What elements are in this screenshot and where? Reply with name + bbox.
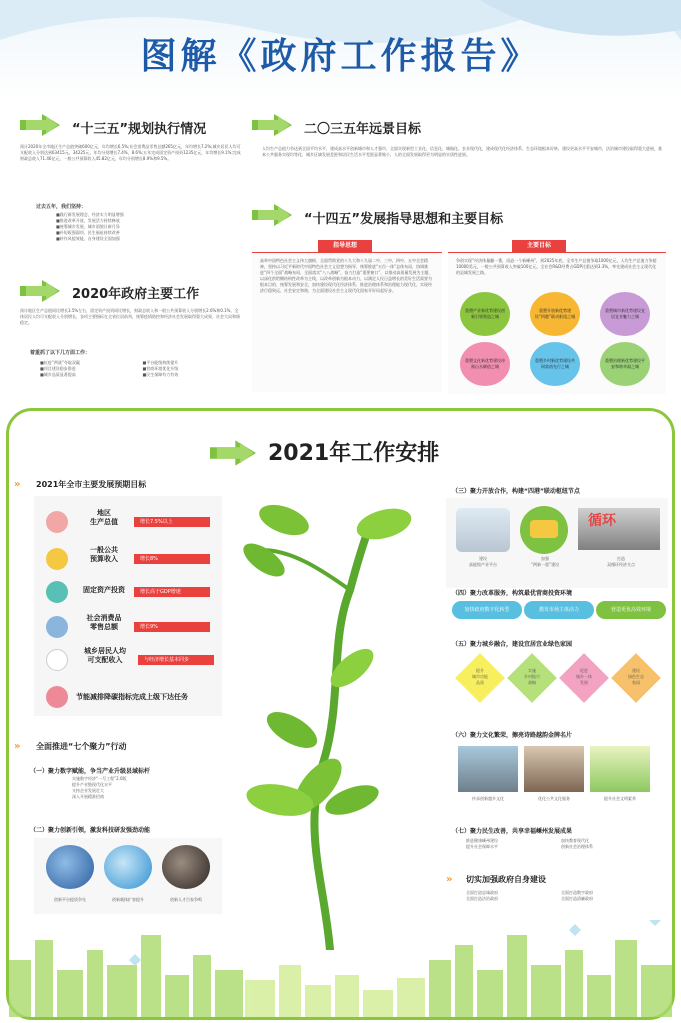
coin-icon [46, 548, 68, 570]
goal-text: 争创实现“经济体量翻一番，再造一个新嵊州”，到2025年底，全市生产总值争取1000亿元，人均生产总值力争超10000美元，一般公共预算收入突破100亿元，全社会R&D经费占GDP比重达到3.3%，率先建成社会主义现代化的县域发展之路。 [456, 258, 657, 275]
arrow-icon [210, 440, 256, 466]
section-145-title: “十四五”发展指导思想和主要目标 [304, 212, 504, 227]
culture-image [524, 746, 584, 792]
self-list [466, 890, 656, 902]
list-item: 支持企业发展壮大 [72, 788, 104, 793]
action-4-pill: 营造更优高效环境 [596, 601, 666, 619]
tile-label: 实施 乡村振兴 战略 [524, 668, 540, 685]
self-title: 切实加强政府自身建设 [466, 875, 546, 884]
page-header [0, 0, 681, 100]
section-2035-paragraph: 人均生产总值力争达到全国平均水平，建成高水平创新城市和人才强市，全面实现新型工业化、信息化、城镇化、农业现代化，建成现代化经济体系，生态环境根本好转，建设更高水平平安城市，法治城市建设取得重大进展，基本公共服务实现均等化，城乡区域发展差距和居民生活水平差距显著缩小，人的全面发展取得更为明显的实质性进展。 [262, 146, 662, 157]
list-item: 提升产业链现代化水平 [72, 782, 112, 787]
image-caption: 创新载体扩容提升 [112, 897, 144, 902]
list-item: 推进健康嵊州建设 [466, 838, 498, 843]
list-item: ■平台能级持续提升 [142, 360, 179, 365]
goal-circle: 重塑乡村新优势建设共同富裕先行之城 [530, 342, 580, 386]
image-caption: 打造 双循环经济支点 [607, 556, 635, 567]
list-item: 深入开展精准招商 [72, 794, 104, 799]
list-item: 创新社会治理体系 [561, 844, 593, 849]
image-caption: 优化公共文化服务 [538, 796, 570, 801]
target-label: 节能减排降碳指标完成上级下达任务 [76, 693, 188, 701]
investment-icon [46, 581, 68, 603]
list-item: 全面打造数字政府 [561, 890, 593, 895]
action-6-title: （六）聚力文化繁荣，擦亮诗路越韵金牌名片 [452, 732, 573, 739]
list-item: 全面打造法治政府 [466, 896, 498, 901]
action-5-title: （五）聚力城乡融合，建设宜居宜业绿色家园 [452, 641, 573, 648]
guide-label: 指导思想 [318, 240, 372, 252]
arrow-icon [252, 114, 292, 136]
list-item: ■践行新发展理念，经济实力明显增强 [56, 212, 124, 217]
tile-label: 提升 城市功能 品质 [472, 668, 488, 685]
arrow-icon [20, 114, 60, 136]
list-item: 全面打造忠诚政府 [466, 890, 498, 895]
tile-label: 促进 城乡一体 发展 [576, 668, 592, 685]
list-item: 提升社会保障水平 [466, 844, 498, 849]
target-label: 城乡居民人均 可支配收入 [84, 647, 126, 664]
goal-circle: 重塑文化新优势建设诗画山水颜值之城 [460, 342, 510, 386]
list-item: ■民生保障有力有效 [142, 372, 179, 377]
goal-circle: 重塑治理新优势建设平安和谐幸福之城 [600, 342, 650, 386]
target-label: 固定资产投资 [83, 586, 125, 594]
section-135-sub: 过去五年，我们坚持： [36, 204, 87, 210]
city-skyline-illustration [9, 920, 672, 1017]
action-2-title: （二）聚力创新引领，激发科技研发强劲动能 [30, 827, 151, 834]
innovation-image [162, 845, 210, 889]
action-3-title: （三）聚力开放合作，构建“四港”联动枢纽节点 [452, 488, 580, 495]
section-2020-paragraph: 预计地区生产总值同比增长3.5%左右，固定资产投资同比增长，财政总收入和一般公共预算收入分别增长2.6%和0.1%，全体居民人均可支配收入分别增长，各项主要指标在全省位居前列，统筹疫情防控和经济社会发展取得重大成果，社会大局和谐稳定。 [20, 308, 240, 325]
guide-text: 高举中国特色社会主义伟大旗帜，全面贯彻党的十九大和十九届二中、三中、四中、五中全会精神，坚持以习近平新时代中国特色社会主义思想为指导，统筹推进“五位一体”总体布局，协调推进“四个全面”战略布局，全面落实“八八战略”，奋力打造“重要窗口”，以推动高质量发展为主题，以深化供给侧结构性改革为主线，以改革创新为根本动力，以满足人民日益增长的美好生活需要为根本目的，统筹发展和安全，加快建设现代化经济体系，推进治理体系和治理能力现代化，实现经济行稳致远、社会安定和谐，为全面建设社会主义现代化国家开好局起好步。 [260, 258, 433, 293]
list-item: 全面打造清廉政府 [561, 896, 593, 901]
goal-circle: 重塑城市新优势建设宜居宜业魅力之城 [600, 292, 650, 336]
target-value: 增长9% [134, 622, 210, 632]
goal-circle: 重塑开放新优势建设“四港”联动枢纽之城 [530, 292, 580, 336]
target-value: 增长7.5%以上 [134, 517, 210, 527]
goal-circle: 重塑产业新优势建设创新引领智造之城 [460, 292, 510, 336]
targets-title: 2021年全市主要发展预期目标 [36, 480, 147, 489]
train-icon [530, 520, 558, 538]
list-item: ■推进改革开放，发展活力持续释放 [56, 218, 120, 223]
innovation-image [46, 845, 94, 889]
plant-illustration [232, 480, 422, 950]
page-title: 图解《政府工作报告》 [140, 36, 541, 77]
goal-circles [452, 292, 662, 392]
image-caption: 提升社会文明素养 [604, 796, 636, 801]
innovation-image [104, 845, 152, 889]
image-caption: 建设 高能级产业平台 [469, 556, 497, 567]
target-value: 增长8% [134, 554, 210, 564]
action-1-list [72, 776, 127, 800]
target-label: 一般公共 预算收入 [90, 546, 118, 563]
list-item: 实施数字经济“一号工程”2.0版 [72, 776, 127, 781]
leaf-icon [46, 686, 68, 708]
robot-image [456, 508, 510, 552]
action-4-title: （四）聚力改革服务，构筑最优营商投资环境 [452, 590, 573, 597]
target-value: 与经济增长基本同步 [138, 655, 214, 665]
list-item: ■项目建设稳步推进 [40, 366, 76, 371]
tile-label: 建设 绿色生态 家园 [628, 668, 644, 685]
list-item: ■营商环境优化升级 [142, 366, 179, 371]
section-2020-sub: 着重抓了以下几方面工作： [30, 350, 91, 356]
section-135-list [56, 212, 246, 242]
section-2020-list [40, 360, 245, 378]
chart-bar-icon [46, 511, 68, 533]
cycle-sign-text: 循环 [588, 513, 616, 529]
chevron-right-icon: » [14, 741, 21, 752]
target-label: 社会消费品 零售总额 [86, 614, 122, 631]
image-caption: 加强 “两新一重”建设 [530, 556, 560, 567]
chevron-right-icon: » [446, 874, 453, 885]
section-2020-title: 2020年政府主要工作 [72, 287, 200, 302]
culture-image [458, 746, 518, 792]
guide-panel [252, 252, 442, 392]
target-value: 增长高于GDP增速 [134, 587, 210, 597]
chevron-right-icon: » [14, 479, 21, 490]
arrow-icon [252, 204, 292, 226]
section-135-title: “十三五”规划执行情况 [72, 122, 207, 137]
list-item: ■城乡品质显著提高 [40, 372, 76, 377]
seven-title: 全面推进“七个聚力”行动 [36, 742, 127, 751]
target-label: 地区 生产总值 [90, 509, 118, 526]
action-4-pill: 激发市场主体活力 [524, 601, 594, 619]
section-2021-title: 2021年工作安排 [268, 441, 440, 466]
image-caption: 创新平台提质争先 [54, 897, 86, 902]
list-item: ■转作风提效能，自身建设全面加强 [56, 236, 120, 241]
list-item: 加快教育现代化 [561, 838, 589, 843]
shopping-icon [46, 616, 68, 638]
action-7-title: （七）聚力民生改善，共享幸福嵊州发展成果 [452, 828, 573, 835]
image-caption: 传承创新越乡文化 [472, 796, 504, 801]
goal-label: 主要目标 [512, 240, 566, 252]
section-135-paragraph: 预计2020年全市地区生产总值突破600亿元，年均增长6.5%;社会消费品零售总额265亿元，年均增长7.2%;城乡居民人均可支配收入分别达到63415元、34225元，年均分别增长7.4%、8.6%;五年完成固定资产投资1235亿元，年均增长9.1%;完成财政总收入71.46亿元，一般公共预算收入45.82亿元，年均分别增长8.9%和9.5%。 [20, 144, 241, 161]
culture-image [590, 746, 650, 792]
action-7-list [466, 838, 656, 850]
action-1-title: （一）聚力数字赋能，争当产业升级县域标杆 [30, 768, 151, 775]
list-item: ■补短板强弱项，民生福祉持续改善 [56, 230, 120, 235]
image-caption: 创新人才百家争鸣 [170, 897, 202, 902]
list-item: ■抗疫“两战”夺取双赢 [40, 360, 80, 365]
trend-up-icon [46, 649, 68, 671]
section-2035-title: 二〇三五年远景目标 [304, 122, 422, 137]
action-4-pill: 加快政府数字化转型 [452, 601, 522, 619]
list-item: ■统筹城乡发展，城乡面貌日新月异 [56, 224, 120, 229]
arrow-icon [20, 280, 60, 302]
